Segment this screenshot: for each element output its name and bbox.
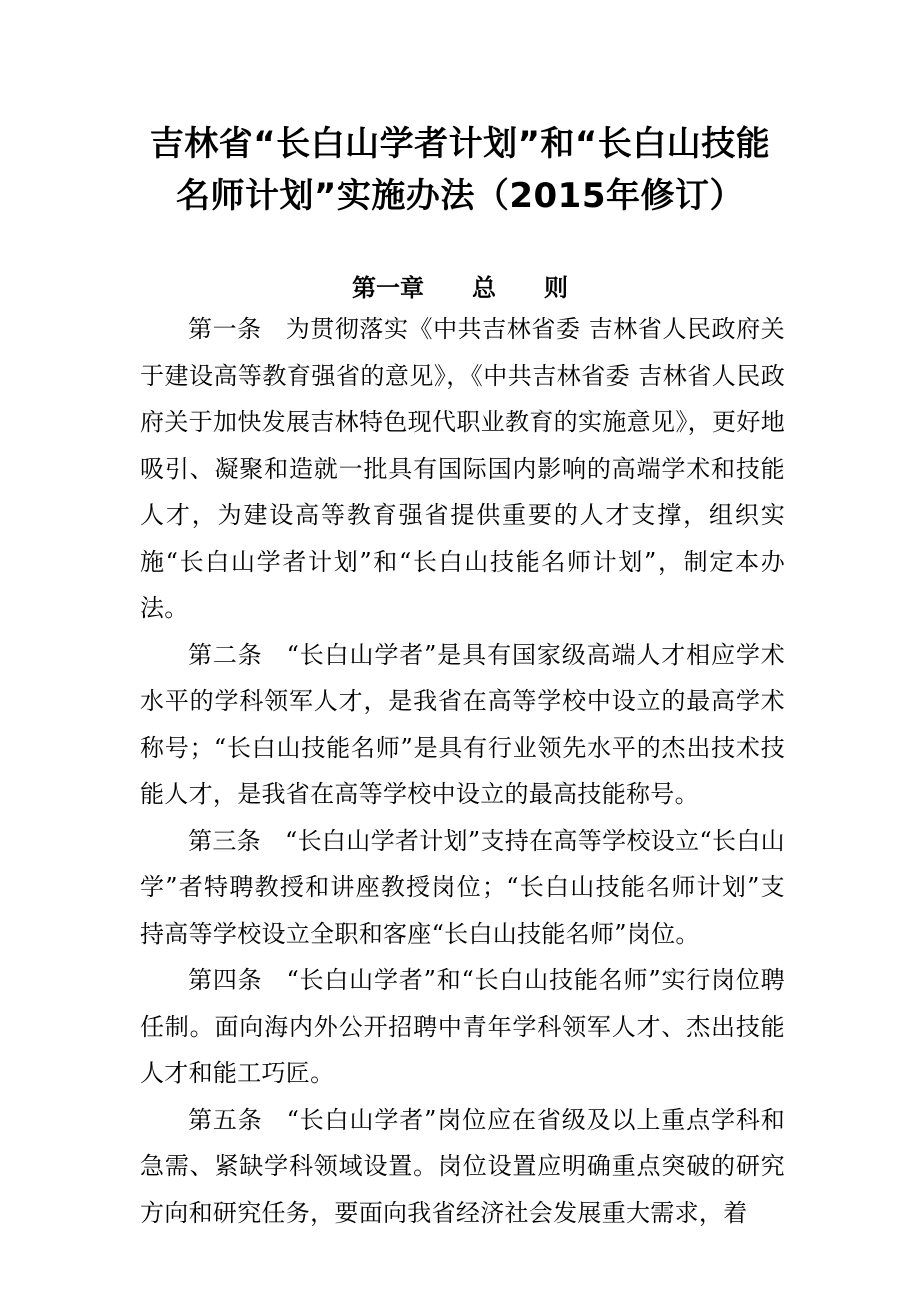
article-5 xyxy=(140,1097,785,1237)
article-number: 第四条 xyxy=(188,966,263,994)
article-number: 第一条 xyxy=(188,315,262,343)
document-title xyxy=(120,118,800,222)
article-text: 为贯彻落实《中共吉林省委 吉林省人民政府关于建设高等教育强省的意见》，《中共吉林省委 吉林省人民政府关于加快发展吉林特色现代职业教育的实施意见》，更好地吸引、凝聚和造就一批具有国际国内影响的高端学术和技能人才，为建设高等教育强省提供重要的人才支撑，组织实施“长白山学者计划”和“长白山技能名师计划”，制定本办法。 xyxy=(140,315,785,622)
article-1 xyxy=(140,306,785,632)
article-3 xyxy=(140,818,785,958)
article-text: “长白山学者”岗位应在省级及以上重点学科和急需、紧缺学科领域设置。岗位设置应明确重点突破的研究方向和研究任务，要面向我省经济社会发展重大需求，着 xyxy=(140,1105,785,1227)
article-number: 第五条 xyxy=(188,1105,263,1134)
article-4 xyxy=(140,957,785,1097)
document-title-line-1: 吉林省“长白山学者计划”和“长白山技能 xyxy=(149,124,771,164)
chapter-heading: 第一章 总 则 xyxy=(352,274,568,302)
article-text: “长白山学者计划”支持在高等学校设立“长白山学”者特聘教授和讲座教授岗位；“长白山技能名师计划”支持高等学校设立全职和客座“长白山技能名师”岗位。 xyxy=(140,826,785,948)
article-text: “长白山学者”和“长白山技能名师”实行岗位聘任制。面向海内外公开招聘中青年学科领军人才、杰出技能人才和能工巧匠。 xyxy=(140,966,785,1087)
article-text: “长白山学者”是具有国家级高端人才相应学术水平的学科领军人才，是我省在高等学校中设立的最高学术称号；“长白山技能名师”是具有行业领先水平的杰出技术技能人才，是我省在高等学校中设立的最高技能称号。 xyxy=(140,640,785,808)
article-number: 第三条 xyxy=(188,826,261,855)
article-number: 第二条 xyxy=(188,640,263,669)
document-title-line-2: 名师计划”实施办法（2015年修订） xyxy=(176,176,744,216)
article-2 xyxy=(140,632,785,818)
document-body xyxy=(140,306,785,1236)
